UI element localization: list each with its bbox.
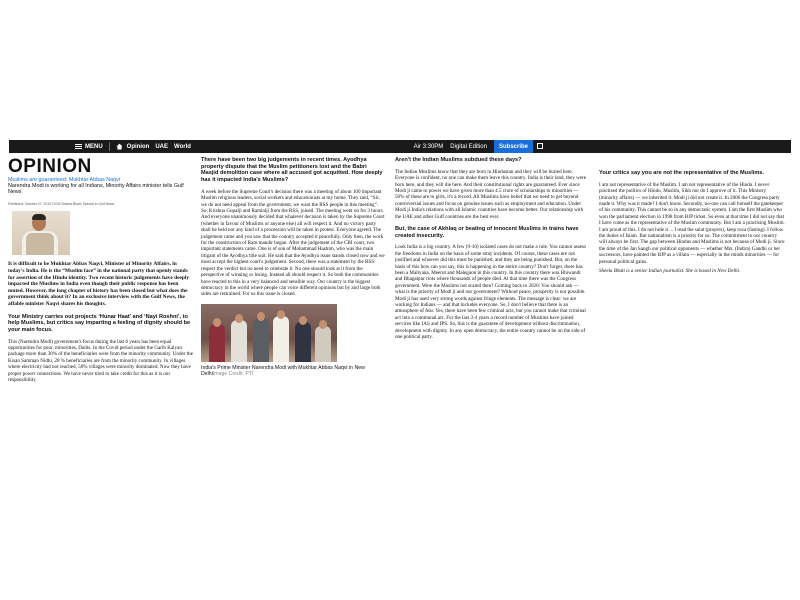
column-2 — [201, 157, 385, 377]
nav-divider — [109, 142, 110, 151]
nav-right-group — [414, 140, 533, 153]
published-line: Published: October 07, 2019 19:03 Sheela Bhatt, Special to Gulf News — [8, 202, 115, 206]
question-5: Your critics say you are not the representative of the Muslims. — [599, 170, 764, 176]
section-links — [127, 144, 191, 150]
author-byline: Sheela Bhatt is a senior Indian journalist. She is based in New Delhi. — [599, 267, 741, 274]
photo-caption — [201, 365, 385, 377]
column-3 — [395, 157, 587, 343]
modi-naqvi-photo — [201, 304, 337, 362]
photo-credit: Image Credit: PTI — [212, 370, 254, 377]
intro-paragraph: It is difficult to be Mukhtar Abbas Naqvi, Minister of Minority Affairs, in today's India. He is the “Muslim face” in the national party that openly stands for assertion of the Hindu identity. Two recent historic judgements have deeply impacted the Muslims in India even though their public response has been muted. However, the long chapter of history has been closed but what does the government think about it? In an exclusive interview with the Gulf News, the affable minister Naqvi shares his thoughts. — [8, 261, 190, 307]
photo-caption-text: India's Prime Minister Narendra Modi with Mukhtar Abbas Naqvi in New Delhi — [201, 364, 365, 377]
epaper-link[interactable]: Digital Edition — [450, 143, 487, 150]
answer-4: Look India is a big country. A few (9-10) isolated cases do not make a rule. You cannot assess the freedoms in India on the basis of some stray incidents. Of course, these cases are not justified and whoever did this must be punished, and they are being punished. But, on the basis of this how can you say, this is happening in the entire country? Don't forget, there has been a Maliyana, Meerut and Malegaon in this country. In this country there was Bhiwandi and Bhagalpur riots where thousands of people died. At that time there was the Congress government. Were the Muslims not scared then? Coming back to 2020: You should ask — what is the priority of Modi ji and our government? Without peace, prosperity is not possible. Modi ji has used very strong words against fringe elements. The message is clear: we are working for Indians — and that includes everyone. So, I don't believe that there is an atmosphere of fear. Yes, there have been few criminal acts, but you cannot make that criminal act into a communal act. For the last 3-4 years a record number of Muslims have joined services like IAS and IPS. So, this is the guarantee of development without discrimination, development with dignity. In any open democracy, the entire country cannot be on the side of one political party. — [395, 244, 587, 341]
question-2: There have been two big judgements in recent times. Ayodhya property dispute that the Muslim petitioners lost and the Babri Masjid demolition case where all accused got acquitted. How deeply has it impacted India's Muslims? — [201, 157, 383, 184]
question-3: Aren't the Indian Muslims subdued these days? — [395, 157, 522, 163]
nav-link-opinion[interactable]: Opinion — [126, 143, 150, 150]
question-4: But, the case of Akhlaq or beating of innocent Muslims in trains have created insecurity. — [395, 225, 579, 239]
time-display: Air 3:30PM — [413, 143, 444, 150]
article-headline[interactable]: Muslims are guaranteed: Mukhtar Abbas Naqvi — [8, 177, 121, 183]
answer-2: A week before the Supreme Court's decision there was a meeting of about 100 important Muslim religious leaders, social workers and educationists at my home. They said, “Sir, we do not need appeal from the government, we want the RSS people in this meeting”. So, Krishna Gopalji and Ramlalji from the RSS, joined. The meeting went on for 3 hours. And everyone unanimously decided that whatever decision is taken by the Supreme Court (whether in favour of Muslims or anyone else) all will respect it. And no victory party shall be held nor any kind of a procession will be taken in protest. Everyone agreed. The judgement came and you saw that the country accepted it peacefully. Only then, the work for the construction of Ram mandir began. After the judgement of the CBI court, two important statements came. One is of son of Mohammad Hashim, who was the main litigant of the Ayodhya title suit. He said that the Ayodhya issue stands closed now and we must accept the highest court's judgement. Second, there was a statement by the RSS: respect the verdict but no need to celebrate it. No one should look at it from the perspective of winning or losing. Instead all should respect it. So both the communities have reacted to this in a very balanced and sensible way. Our country is the biggest democracy in the world where people can voice different opinions but by and large both sides are restrained. For us this issue is closed. — [201, 188, 385, 298]
answer-3: The Indian Muslims know that they are born in Hindustan and they will be buried here. Everyone is confident, no one can make them leave this country. India is their land, they were born here, and they will die here. And their constitutional rights are guaranteed. Ever since Modi ji came to power we have given more than 4.5 crore of scholarships to minorities — 50% of these are to girls, it's a record. All Muslims have belief that we need to get beyond controversial issues and focus on genuine issues such as employment and education. Under Modi ji India's relations with all Islamic countries have become better. Our relationship with the UAE and other Gulf countries are the best ever. — [395, 168, 587, 220]
section-title: OPINION — [8, 156, 92, 177]
home-icon[interactable] — [116, 143, 123, 150]
menu-label: MENU — [85, 143, 103, 150]
column-1 — [8, 157, 194, 387]
nav-link-uae[interactable]: UAE — [155, 143, 169, 150]
answer-5: I am not representative of the Muslim. I am not representative of the Hindu. I never practised the politics of Hindu, Muslim, Sikh nor do I approve of it. This Ministry (minority affairs) — we inherited it. Modi ji did not create it. In 2006 the Congress party made it. Why was it made? I don't know. Secondly, no-one can call himself the gatekeeper of his community. This cannot be so in any democratic system. I am the first Muslim who won the parliament election in 1998 from BJP ticket. So even at that time I did not say that I have come as the representative of the Muslim community. But I am a practising Muslim. I am proud of this. I do not hide it ... I read the salat (prayers), keep roza (fasting). I follow the duties of Islam. But nationalism is a priority for us. The commitment to our country will always be first. The gap between Hindus and Muslims is not because of Modi ji. Since the time of the Jan Sangh our political opponents — whether Mrs. (Indira) Gandhi or her successors, have painted the BJP as a villain — especially in the minds minorities — for personal political gains. — [599, 181, 785, 265]
nav-link-world[interactable]: World — [174, 143, 191, 150]
menu-button[interactable] — [75, 144, 103, 150]
answer-1: This (Narendra Modi) government's focus during the last 6 years has been equal opportunities for poor, minorities, Dalits. In the Covid period under the Garib Kalyan package more than 30% of the beneficiaries were from the minority community. Under the Kisan Samman Nidhi, 28 % beneficiaries are from the minority community. In villages where electricity had not reached, 50% villages were minority dominated. Now they have proper power connections. We have never tried to take credit for this as it is our responsibility. — [8, 338, 193, 384]
hamburger-icon — [75, 144, 82, 149]
question-1: Your Ministry carries out projects ‘Hunar Haat’ and ‘Nayi Roshni’, to help Muslims, but critics say imparting a feeling of dignity should be your main focus. — [8, 313, 191, 333]
article-dek: Narendra Modi is working for all Indians, Minority Affairs minister tells Gulf News — [8, 183, 184, 195]
top-navigation-bar — [9, 140, 791, 153]
minister-portrait-photo — [12, 211, 70, 255]
external-link-icon[interactable] — [537, 143, 543, 149]
column-4 — [599, 170, 785, 277]
subscribe-button[interactable]: Subscribe — [494, 140, 533, 153]
